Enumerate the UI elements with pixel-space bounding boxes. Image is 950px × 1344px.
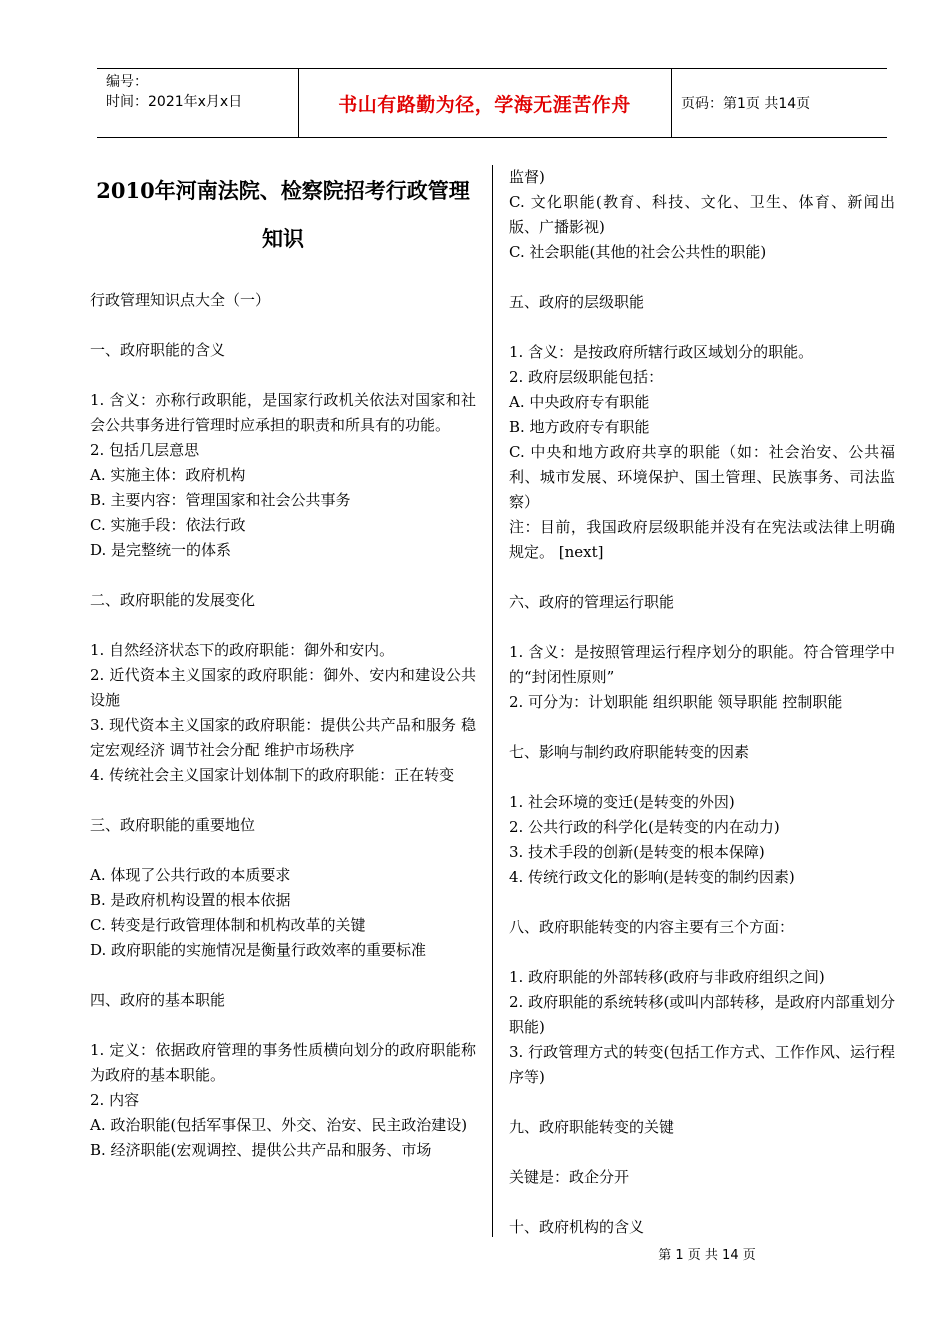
right-column	[509, 165, 895, 1240]
paragraph-gap	[509, 1090, 895, 1115]
paragraph: C. 转变是行政管理体制和机构改革的关键	[90, 916, 366, 934]
paragraph: A. 体现了公共行政的本质要求	[90, 866, 291, 884]
paragraph-gap	[90, 613, 476, 638]
paragraph: 4. 传统行政文化的影响(是转变的制约因素)	[509, 868, 795, 886]
title-line-2: 知识	[262, 226, 304, 251]
paragraph: 关键是：政企分开	[509, 1168, 630, 1186]
paragraph: C. 中央和地方政府共享的职能（如：社会治安、公共福利、城市发展、环境保护、国土管理、民族事务、司法监察）	[509, 443, 895, 511]
paragraph: 注：目前，我国政府层级职能并没有在宪法或法律上明确规定。 [next]	[509, 518, 895, 561]
page-footer	[0, 1244, 950, 1263]
header-meta-cell	[97, 69, 299, 137]
paragraph: B. 地方政府专有职能	[509, 418, 650, 436]
paragraph: 1. 自然经济状态下的政府职能：御外和安内。	[90, 641, 395, 659]
page-info: 页码：第1页 共14页	[681, 96, 811, 112]
time-label: 时间：2021年x月x日	[106, 94, 243, 110]
paragraph: C. 文化职能(教育、科技、文化、卫生、体育、新闻出版、广播影视)	[509, 193, 895, 236]
paragraph: D. 是完整统一的体系	[90, 541, 232, 559]
paragraph: B. 经济职能(宏观调控、提供公共产品和服务、市场	[90, 1141, 432, 1159]
paragraph-gap	[90, 963, 476, 988]
paragraph: 行政管理知识点大全（一）	[90, 291, 271, 309]
paragraph-gap	[509, 890, 895, 915]
left-column-body	[90, 263, 476, 1163]
paragraph: 1. 政府职能的外部转移(政府与非政府组织之间)	[509, 968, 825, 986]
paragraph: C. 实施手段：依法行政	[90, 516, 246, 534]
paragraph: 3. 行政管理方式的转变(包括工作方式、工作作风、运行程序等)	[509, 1043, 895, 1086]
paragraph: 2. 近代资本主义国家的政府职能：御外、安内和建设公共设施	[90, 666, 476, 709]
number-label: 编号：	[106, 74, 148, 90]
paragraph: 二、政府职能的发展变化	[90, 591, 256, 609]
paragraph-gap	[509, 315, 895, 340]
paragraph: 监督)	[509, 168, 545, 186]
paragraph-gap	[90, 1013, 476, 1038]
paragraph: 七、影响与制约政府职能转变的因素	[509, 743, 750, 761]
paragraph-gap	[90, 363, 476, 388]
motto-cell	[298, 69, 672, 137]
paragraph: 六、政府的管理运行职能	[509, 593, 675, 611]
paragraph-gap	[90, 563, 476, 588]
title-line-1: 2010年河南法院、检察院招考行政管理	[96, 178, 470, 203]
paragraph: 九、政府职能转变的关键	[509, 1118, 675, 1136]
paragraph: 1. 定义：依据政府管理的事务性质横向划分的政府职能称为政府的基本职能。	[90, 1041, 476, 1084]
paragraph: 2. 内容	[90, 1091, 140, 1109]
left-column	[90, 165, 476, 1163]
paragraph: 四、政府的基本职能	[90, 991, 226, 1009]
paragraph: A. 中央政府专有职能	[509, 393, 650, 411]
paragraph-gap	[509, 715, 895, 740]
paragraph: 一、政府职能的含义	[90, 341, 226, 359]
paragraph: B. 是政府机构设置的根本依据	[90, 891, 291, 909]
paragraph: 2. 政府职能的系统转移(或叫内部转移，是政府内部重划分职能)	[509, 993, 895, 1036]
paragraph: A. 政治职能(包括军事保卫、外交、治安、民主政治建设)	[90, 1116, 468, 1134]
document-header	[97, 68, 887, 138]
paragraph: 4. 传统社会主义国家计划体制下的政府职能：正在转变	[90, 766, 455, 784]
paragraph-gap	[90, 263, 476, 288]
paragraph-gap	[90, 313, 476, 338]
paragraph-gap	[509, 1140, 895, 1165]
paragraph: 五、政府的层级职能	[509, 293, 645, 311]
paragraph-gap	[509, 940, 895, 965]
paragraph-gap	[509, 765, 895, 790]
paragraph: D. 政府职能的实施情况是衡量行政效率的重要标准	[90, 941, 427, 959]
paragraph: 1. 含义：是按照管理运行程序划分的职能。符合管理学中的“封闭性原则”	[509, 643, 895, 686]
paragraph: 三、政府职能的重要地位	[90, 816, 256, 834]
paragraph: C. 社会职能(其他的社会公共性的职能)	[509, 243, 767, 261]
paragraph: 1. 社会环境的变迁(是转变的外因)	[509, 793, 735, 811]
right-column-body	[509, 165, 895, 1240]
paragraph-gap	[90, 838, 476, 863]
paragraph-gap	[509, 565, 895, 590]
paragraph: 1. 含义：是按政府所辖行政区域划分的职能。	[509, 343, 814, 361]
footer-page-number: 第 1 页 共 14 页	[658, 1248, 756, 1263]
paragraph-gap	[90, 788, 476, 813]
paragraph: 2. 公共行政的科学化(是转变的内在动力)	[509, 818, 780, 836]
paragraph-gap	[509, 615, 895, 640]
page-info-cell	[672, 69, 887, 137]
column-divider	[492, 165, 493, 1237]
paragraph: 2. 政府层级职能包括：	[509, 368, 664, 386]
paragraph: 2. 包括几层意思	[90, 441, 200, 459]
motto-text: 书山有路勤为径，学海无涯苦作舟	[338, 93, 631, 116]
paragraph: 1. 含义：亦称行政职能，是国家行政机关依法对国家和社会公共事务进行管理时应承担的职责和所具有的功能。	[90, 391, 476, 434]
paragraph: 八、政府职能转变的内容主要有三个方面：	[509, 918, 795, 936]
paragraph: 2. 可分为：计划职能 组织职能 领导职能 控制职能	[509, 693, 843, 711]
paragraph: B. 主要内容：管理国家和社会公共事务	[90, 491, 351, 509]
paragraph: 3. 技术手段的创新(是转变的根本保障)	[509, 843, 765, 861]
document-title	[90, 165, 476, 263]
paragraph: 十、政府机构的含义	[509, 1218, 645, 1236]
paragraph: A. 实施主体：政府机构	[90, 466, 246, 484]
paragraph-gap	[509, 1190, 895, 1215]
paragraph-gap	[509, 265, 895, 290]
paragraph: 3. 现代资本主义国家的政府职能：提供公共产品和服务 稳定宏观经济 调节社会分配 维护市场秩序	[90, 716, 476, 759]
